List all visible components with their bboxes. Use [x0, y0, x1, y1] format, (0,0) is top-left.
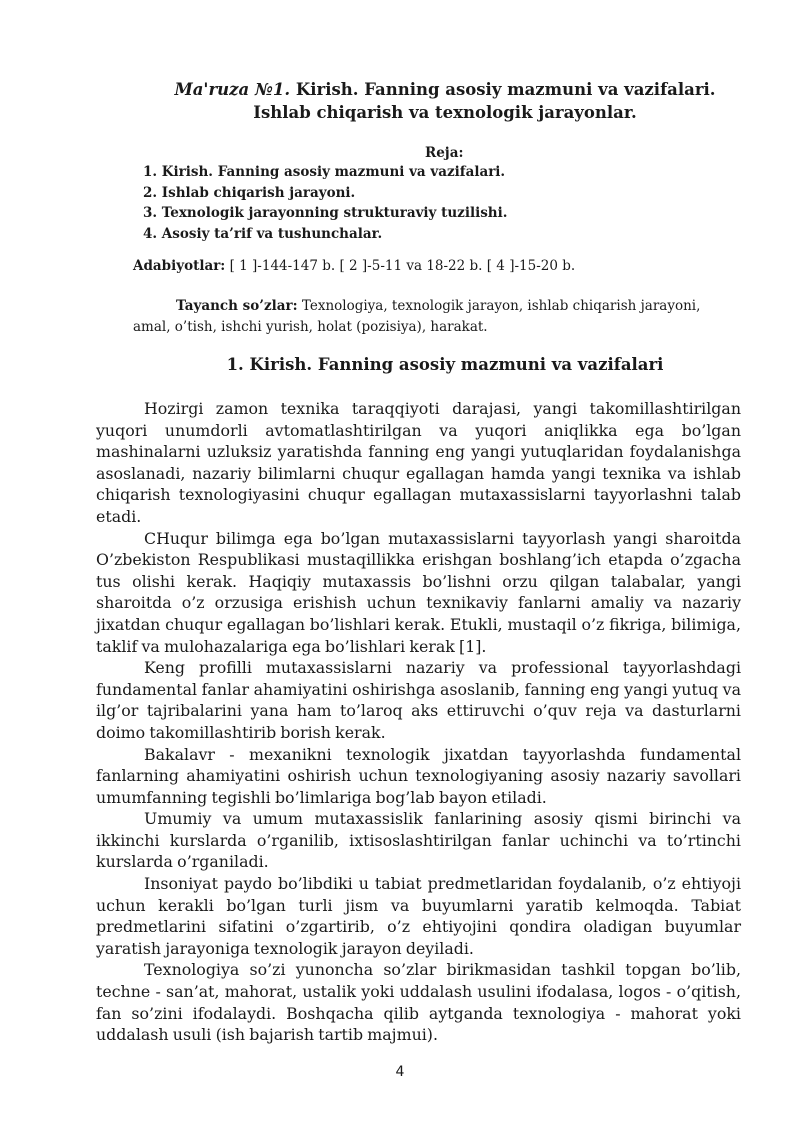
lecture-number: Ma'ruza №1.	[174, 80, 291, 99]
body-text	[96, 398, 741, 1046]
plan-item: 3. Texnologik jarayonning strukturaviy tuzilishi.	[143, 205, 508, 221]
paragraph: Keng profilli mutaxassislarni nazariy va professional tayyorlashdagi fundamental fanlar ahamiyatini oshirishga asoslanib, fanning eng yangi yutuq va ilg’or tajribalarini yana ham to’laroq aks ettiruvchi o’quv reja va dasturlarni doimo takomillashtirib borish kerak.	[96, 658, 741, 742]
paragraph: Hozirgi zamon texnika taraqqiyoti darajasi, yangi takomillashtirilgan yuqori unumdorli avtomatlashtirilgan va yuqori aniqlikka ega bo’lgan mashinalarni uzluksiz yaratishda fanning eng yangi yutuqlaridan foydalanishga asoslanadi, nazariy bilimlarni chuqur egallagan hamda yangi texnika va ishlab chiqarish texnologiyasini chuqur egallagan mutaxassislarni tayyorlashni talab etadi.	[96, 399, 741, 526]
lecture-title	[150, 78, 740, 124]
keywords	[133, 296, 723, 338]
plan-list	[143, 162, 507, 244]
paragraph: CHuqur bilimga ega bo’lgan mutaxassislarni tayyorlash yangi sharoitda O’zbekiston Respublikasi mustaqillikka erishgan boshlang’ich etapda o’zgacha tus olishi kerak. Haqiqiy mutaxassis bo’lishni orzu qilgan talabalar, yangi sharoitda o’z orzusiga erishish uchun texnikaviy fanlarni amaliy va nazariy jixatdan chuqur egallagan bo’lishlari kerak. Etukli, mustaqil o’z fikriga, bilimiga, taklif va mulohazalariga ega bo’lishlari kerak [1].	[96, 528, 741, 656]
references-label: Adabiyotlar:	[133, 258, 226, 274]
page-number: 4	[395, 1064, 405, 1080]
plan-item: 2. Ishlab chiqarish jarayoni.	[143, 184, 356, 201]
paragraph: Umumiy va umum mutaxassislik fanlarining asosiy qismi birinchi va ikkinchi kurslarda o’rganilib, ixtisoslashtirilgan fanlar uchinchi va to’rtinchi kurslarda o’rganiladi.	[96, 809, 741, 872]
keywords-label: Tayanch so’zlar:	[176, 298, 298, 314]
plan-item: 4. Asosiy ta’rif va tushunchalar.	[143, 225, 383, 242]
references-text: [ 1 ]-144-147 b. [ 2 ]-5-11 va 18-22 b. [ 4 ]-15-20 b.	[225, 258, 576, 274]
paragraph: Insoniyat paydo bo’libdiki u tabiat predmetlaridan foydalanib, o’z ehtiyoji uchun kerakli bo’lgan turli jism va buyumlarni yaratib kelmoqda. Tabiat predmetlarini sifatini o’zgartirib, o’z ehtiyojini qondira oladigan buyumlar yaratish jarayoniga texnologik jarayon deyiladi.	[96, 874, 741, 958]
references	[133, 256, 575, 276]
keywords-text: Texnologiya, texnologik jarayon, ishlab chiqarish jarayoni, amal, o’tish, ishchi yurish, holat (pozisiya), harakat.	[133, 298, 701, 335]
plan-item: 1. Kirish. Fanning asosiy mazmuni va vazifalari.	[143, 164, 506, 180]
lecture-title-text: Kirish. Fanning asosiy mazmuni va vazifalari. Ishlab chiqarish va texnologik jarayonlar.	[253, 80, 716, 122]
paragraph: Bakalavr - mexanikni texnologik jixatdan tayyorlashda fundamental fanlarning ahamiyatini oshirish uchun texnologiyaning asosiy nazariy savollari umumfanning tegishli bo’limlariga bog’lab bayon etiladi.	[96, 744, 741, 807]
section-title: 1. Kirish. Fanning asosiy mazmuni va vazifalari	[226, 355, 664, 374]
paragraph: Texnologiya so’zi yunoncha so’zlar birikmasidan tashkil topgan bo’lib, techne - san’at, mahorat, ustalik yoki uddalash usulini ifodalasa, logos - o’qitish, fan so’zini ifodalaydi. Boshqacha qilib aytganda texnologiya - mahorat yoki uddalash usuli (ish bajarish tartib majmui).	[96, 960, 741, 1045]
plan-heading: Reja:	[425, 145, 464, 161]
